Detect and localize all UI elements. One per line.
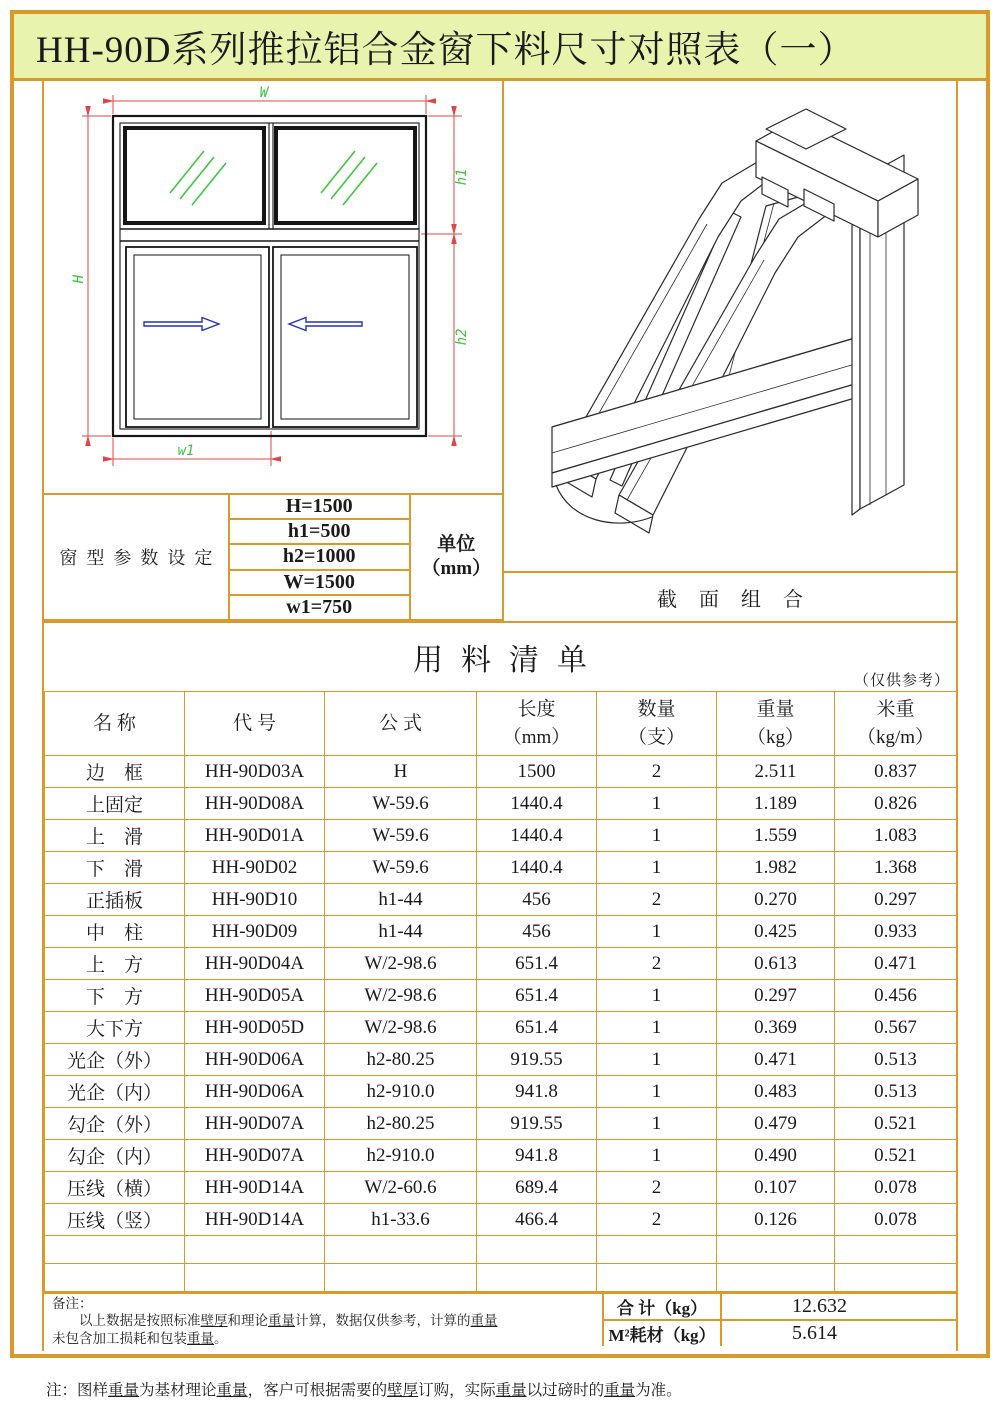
summary-row bbox=[44, 1292, 956, 1346]
unit-label: 单位 bbox=[437, 534, 476, 556]
cell-weight: 0.613 bbox=[717, 948, 835, 980]
param-H: H=1500 bbox=[229, 494, 410, 519]
section-panel bbox=[504, 81, 956, 621]
cell-meter-weight: 0.521 bbox=[835, 1140, 957, 1172]
cell-meter-weight: 0.933 bbox=[835, 916, 957, 948]
cell-formula: W-59.6 bbox=[325, 852, 477, 884]
cell-name: 勾企（内） bbox=[45, 1140, 185, 1172]
cell-meter-weight: 0.078 bbox=[835, 1172, 957, 1204]
cell-weight: 0.471 bbox=[717, 1044, 835, 1076]
cell-quantity: 1 bbox=[597, 1140, 717, 1172]
cell-formula: W/2-98.6 bbox=[325, 1012, 477, 1044]
material-row bbox=[45, 1172, 957, 1204]
header-code: 代 号 bbox=[185, 692, 325, 756]
cell-length: 651.4 bbox=[477, 1012, 597, 1044]
header-quantity: 数量 （支） bbox=[597, 692, 717, 756]
cell-meter-weight: 0.837 bbox=[835, 756, 957, 788]
cell-code: HH-90D02 bbox=[185, 852, 325, 884]
cell-formula: W-59.6 bbox=[325, 820, 477, 852]
cell-code: HH-90D14A bbox=[185, 1172, 325, 1204]
cell-formula: h2-80.25 bbox=[325, 1108, 477, 1140]
cell-meter-weight: 0.513 bbox=[835, 1044, 957, 1076]
remark-label: 备注： bbox=[52, 1296, 93, 1311]
cell-code: HH-90D08A bbox=[185, 788, 325, 820]
cell-weight: 1.982 bbox=[717, 852, 835, 884]
cell-quantity: 1 bbox=[597, 852, 717, 884]
section-drawing bbox=[504, 81, 956, 571]
cell-weight: 1.189 bbox=[717, 788, 835, 820]
cell-code: HH-90D03A bbox=[185, 756, 325, 788]
total-row bbox=[604, 1294, 956, 1321]
cell-weight: 0.479 bbox=[717, 1108, 835, 1140]
cell-meter-weight: 0.513 bbox=[835, 1076, 957, 1108]
cell-weight: 0.126 bbox=[717, 1204, 835, 1236]
cell-length: 651.4 bbox=[477, 948, 597, 980]
remark-line2: 未包含加工损耗和包装重量。 bbox=[52, 1330, 228, 1346]
cell-code: HH-90D06A bbox=[185, 1044, 325, 1076]
cell-name: 边 框 bbox=[45, 756, 185, 788]
cell-quantity: 1 bbox=[597, 820, 717, 852]
cell-formula: h1-44 bbox=[325, 884, 477, 916]
cell-meter-weight: 0.456 bbox=[835, 980, 957, 1012]
totals bbox=[602, 1294, 956, 1346]
header-length: 长度 （mm） bbox=[477, 692, 597, 756]
cell-code: HH-90D07A bbox=[185, 1140, 325, 1172]
cell-formula: H bbox=[325, 756, 477, 788]
remarks bbox=[44, 1294, 602, 1346]
cell-formula: W-59.6 bbox=[325, 788, 477, 820]
cell-quantity: 1 bbox=[597, 1012, 717, 1044]
cell-formula: h2-910.0 bbox=[325, 1076, 477, 1108]
cell-meter-weight: 0.297 bbox=[835, 884, 957, 916]
header-weight: 重量 （kg） bbox=[717, 692, 835, 756]
cell-length: 689.4 bbox=[477, 1172, 597, 1204]
empty-row bbox=[45, 1236, 957, 1264]
cell-quantity: 2 bbox=[597, 948, 717, 980]
materials-title-row bbox=[44, 621, 956, 691]
cell-meter-weight: 0.078 bbox=[835, 1204, 957, 1236]
cell-quantity: 1 bbox=[597, 788, 717, 820]
cell-quantity: 2 bbox=[597, 1172, 717, 1204]
cell-code: HH-90D05D bbox=[185, 1012, 325, 1044]
parameter-table-label: 窗型参数设定 bbox=[44, 494, 229, 620]
dimension-lines bbox=[82, 95, 462, 466]
cell-name: 光企（内） bbox=[45, 1076, 185, 1108]
cell-length: 1440.4 bbox=[477, 820, 597, 852]
cell-quantity: 1 bbox=[597, 980, 717, 1012]
title-bar bbox=[14, 14, 986, 81]
cell-meter-weight: 1.083 bbox=[835, 820, 957, 852]
cell-weight: 0.490 bbox=[717, 1140, 835, 1172]
cell-weight: 2.511 bbox=[717, 756, 835, 788]
cell-weight: 0.107 bbox=[717, 1172, 835, 1204]
cell-name: 正插板 bbox=[45, 884, 185, 916]
cell-length: 941.8 bbox=[477, 1076, 597, 1108]
cell-weight: 0.425 bbox=[717, 916, 835, 948]
materials-body bbox=[45, 756, 957, 1292]
material-row bbox=[45, 916, 957, 948]
cell-length: 1440.4 bbox=[477, 788, 597, 820]
material-row bbox=[45, 1012, 957, 1044]
cell-formula: W/2-98.6 bbox=[325, 948, 477, 980]
materials-title: 用料清单 bbox=[413, 644, 605, 677]
arrow-right-icon bbox=[144, 318, 219, 331]
cell-meter-weight: 0.521 bbox=[835, 1108, 957, 1140]
empty-row bbox=[45, 1264, 957, 1292]
cell-code: HH-90D14A bbox=[185, 1204, 325, 1236]
cell-name: 中 柱 bbox=[45, 916, 185, 948]
per-sqm-label: M²耗材（kg） bbox=[604, 1321, 722, 1346]
cell-quantity: 1 bbox=[597, 1076, 717, 1108]
cell-length: 651.4 bbox=[477, 980, 597, 1012]
cell-code: HH-90D07A bbox=[185, 1108, 325, 1140]
per-sqm-row bbox=[604, 1321, 956, 1346]
reference-note: （仅供参考） bbox=[853, 673, 950, 689]
dim-label-h1: h1 bbox=[454, 168, 470, 186]
dim-label-w1: w1 bbox=[177, 443, 195, 459]
cell-name: 上 方 bbox=[45, 948, 185, 980]
cell-formula: h1-44 bbox=[325, 916, 477, 948]
cell-code: HH-90D05A bbox=[185, 980, 325, 1012]
cell-length: 941.8 bbox=[477, 1140, 597, 1172]
param-W: W=1500 bbox=[229, 570, 410, 595]
unit-cell bbox=[410, 494, 502, 620]
material-row bbox=[45, 1140, 957, 1172]
header-name: 名 称 bbox=[45, 692, 185, 756]
cell-quantity: 1 bbox=[597, 1044, 717, 1076]
materials-table bbox=[44, 691, 957, 1292]
cell-meter-weight: 0.471 bbox=[835, 948, 957, 980]
cell-name: 压线（竖） bbox=[45, 1204, 185, 1236]
cell-name: 下 滑 bbox=[45, 852, 185, 884]
dim-label-w: W bbox=[259, 85, 269, 101]
profile-section-isometric bbox=[504, 81, 956, 571]
parameter-table bbox=[44, 493, 502, 621]
section-caption-bar bbox=[504, 571, 956, 621]
document-frame bbox=[10, 10, 990, 1358]
param-w1: w1=750 bbox=[229, 595, 410, 620]
material-row bbox=[45, 1204, 957, 1236]
cell-length: 456 bbox=[477, 884, 597, 916]
window-elevation-drawing bbox=[44, 81, 502, 493]
cell-formula: h1-33.6 bbox=[325, 1204, 477, 1236]
sliding-sashes bbox=[126, 247, 417, 427]
dim-label-h: H bbox=[71, 274, 87, 284]
cell-weight: 1.559 bbox=[717, 820, 835, 852]
jamb-side bbox=[852, 179, 860, 515]
material-row bbox=[45, 884, 957, 916]
cell-quantity: 2 bbox=[597, 756, 717, 788]
cell-meter-weight: 1.368 bbox=[835, 852, 957, 884]
material-row bbox=[45, 948, 957, 980]
cell-formula: h2-80.25 bbox=[325, 1044, 477, 1076]
cell-weight: 0.297 bbox=[717, 980, 835, 1012]
section-caption: 截面组合 bbox=[657, 588, 825, 611]
cell-length: 1500 bbox=[477, 756, 597, 788]
cell-formula: W/2-60.6 bbox=[325, 1172, 477, 1204]
dim-label-h2: h2 bbox=[454, 328, 470, 346]
footer-note: 注：图样重量为基材理论重量，客户可根据需要的壁厚订购，实际重量以过磅时的重量为准。 bbox=[46, 1382, 682, 1399]
remark-line1: 以上数据是按照标准壁厚和理论重量计算，数据仅供参考，计算的重量 bbox=[52, 1313, 498, 1329]
material-row bbox=[45, 852, 957, 884]
cell-code: HH-90D10 bbox=[185, 884, 325, 916]
cell-name: 勾企（外） bbox=[45, 1108, 185, 1140]
cell-weight: 0.369 bbox=[717, 1012, 835, 1044]
total-value: 12.632 bbox=[792, 1295, 847, 1317]
total-label: 合 计（kg） bbox=[604, 1294, 722, 1319]
per-sqm-value: 5.614 bbox=[792, 1322, 837, 1344]
cell-code: HH-90D06A bbox=[185, 1076, 325, 1108]
cell-name: 下 方 bbox=[45, 980, 185, 1012]
window-diagram bbox=[44, 81, 502, 493]
cell-quantity: 1 bbox=[597, 916, 717, 948]
cell-length: 919.55 bbox=[477, 1108, 597, 1140]
material-row bbox=[45, 756, 957, 788]
top-section bbox=[44, 81, 956, 621]
cell-length: 456 bbox=[477, 916, 597, 948]
cell-name: 上 滑 bbox=[45, 820, 185, 852]
cell-name: 大下方 bbox=[45, 1012, 185, 1044]
header-meter-weight: 米重 （kg/m） bbox=[835, 692, 957, 756]
arrow-left-icon bbox=[289, 318, 362, 331]
dimension-labels bbox=[71, 85, 470, 459]
cell-meter-weight: 0.567 bbox=[835, 1012, 957, 1044]
cell-name: 压线（横） bbox=[45, 1172, 185, 1204]
cell-length: 466.4 bbox=[477, 1204, 597, 1236]
fixed-panes bbox=[125, 128, 415, 223]
window-diagram-panel bbox=[44, 81, 504, 621]
page-title: HH-90D系列推拉铝合金窗下料尺寸对照表（一） bbox=[36, 30, 856, 71]
param-h1: h1=500 bbox=[229, 519, 410, 544]
cell-length: 919.55 bbox=[477, 1044, 597, 1076]
material-row bbox=[45, 788, 957, 820]
material-row bbox=[45, 1044, 957, 1076]
content-area bbox=[42, 81, 958, 1351]
cell-length: 1440.4 bbox=[477, 852, 597, 884]
cell-formula: W/2-98.6 bbox=[325, 980, 477, 1012]
material-row bbox=[45, 1108, 957, 1140]
material-row bbox=[45, 980, 957, 1012]
param-h2: h2=1000 bbox=[229, 544, 410, 569]
cell-quantity: 2 bbox=[597, 1204, 717, 1236]
cell-code: HH-90D01A bbox=[185, 820, 325, 852]
unit-value: （mm） bbox=[421, 558, 492, 579]
cell-code: HH-90D09 bbox=[185, 916, 325, 948]
materials-header-row bbox=[45, 692, 957, 756]
cell-name: 光企（外） bbox=[45, 1044, 185, 1076]
cell-weight: 0.483 bbox=[717, 1076, 835, 1108]
material-row bbox=[45, 1076, 957, 1108]
cell-code: HH-90D04A bbox=[185, 948, 325, 980]
header-formula: 公 式 bbox=[325, 692, 477, 756]
material-row bbox=[45, 820, 957, 852]
cell-formula: h2-910.0 bbox=[325, 1140, 477, 1172]
cell-weight: 0.270 bbox=[717, 884, 835, 916]
cell-quantity: 2 bbox=[597, 884, 717, 916]
cell-meter-weight: 0.826 bbox=[835, 788, 957, 820]
cell-name: 上固定 bbox=[45, 788, 185, 820]
slide-arrows bbox=[144, 318, 362, 331]
cell-quantity: 1 bbox=[597, 1108, 717, 1140]
